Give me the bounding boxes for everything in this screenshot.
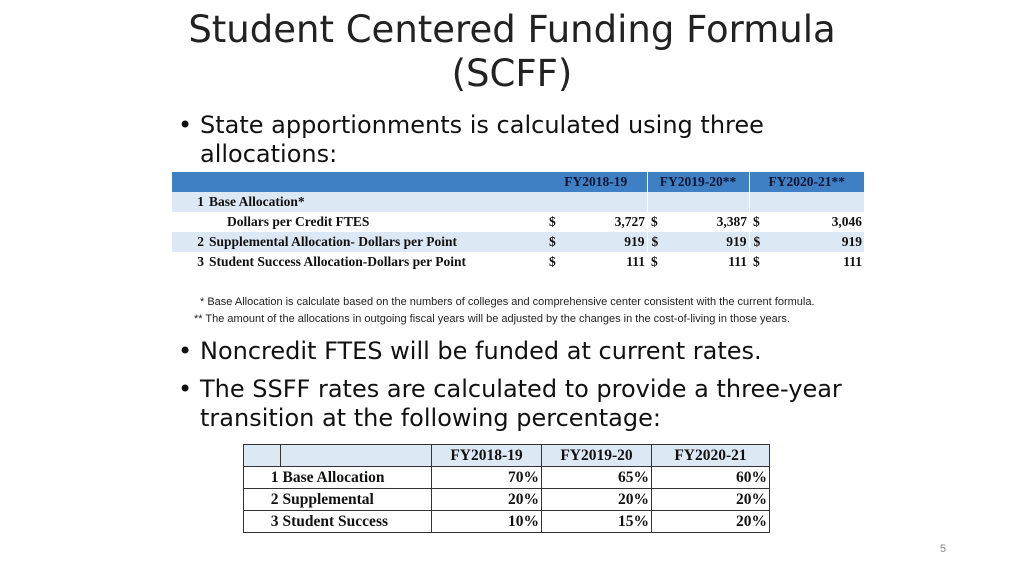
footnote-marker: **: [194, 313, 203, 325]
row-value: 111: [669, 252, 749, 272]
row-value: 70%: [432, 467, 542, 489]
bullet-state-apportionments: [178, 111, 764, 169]
bullet-dot-icon: •: [178, 337, 193, 365]
dollar-sign: [749, 192, 771, 212]
row-index: 3: [172, 252, 205, 272]
title-line-2: (SCFF): [451, 52, 573, 95]
bullet-text-line-1: The SSFF rates are calculated to provide a three-year: [200, 375, 842, 403]
row-value: 65%: [542, 467, 652, 489]
allocations-table-header-row: [172, 172, 864, 192]
title-line-1: Student Centered Funding Formula: [188, 8, 836, 51]
header-fy2020-21: FY2020-21**: [749, 172, 864, 192]
row-index: 3: [244, 511, 281, 533]
transition-percentage-table: [243, 444, 770, 533]
row-label: Supplemental: [281, 489, 432, 511]
row-value: 3,046: [771, 212, 864, 232]
row-label: Student Success Allocation-Dollars per Point: [205, 252, 545, 272]
header-fy2020-21: FY2020-21: [652, 445, 770, 467]
header-fy2018-19: FY2018-19: [432, 445, 542, 467]
table-row: [244, 511, 770, 533]
row-value: 3,727: [567, 212, 647, 232]
row-value: 919: [669, 232, 749, 252]
table-row: [172, 192, 864, 212]
dollar-sign: [647, 192, 669, 212]
row-value: 20%: [542, 489, 652, 511]
dollar-sign: $: [545, 212, 567, 232]
row-value: [669, 192, 749, 212]
bullet-text-line-1: State apportionments is calculated using three: [200, 111, 764, 139]
row-label: Dollars per Credit FTES: [205, 212, 545, 232]
footnote-base-allocation: [200, 296, 815, 308]
header-fy2019-20: FY2019-20**: [647, 172, 749, 192]
page-number: 5: [939, 543, 946, 555]
header-fy2019-20: FY2019-20: [542, 445, 652, 467]
dollar-sign: $: [749, 252, 771, 272]
row-value: 919: [771, 232, 864, 252]
header-blank-cell: [244, 445, 281, 467]
row-value: 20%: [432, 489, 542, 511]
dollar-sign: $: [647, 212, 669, 232]
table-row: [244, 467, 770, 489]
row-index: 2: [244, 489, 281, 511]
row-value: [567, 192, 647, 212]
bullet-text-line-2: transition at the following percentage:: [200, 404, 661, 432]
dollar-sign: $: [545, 232, 567, 252]
footnote-cost-of-living: [194, 313, 790, 325]
row-index: [172, 212, 205, 232]
row-index: 1: [244, 467, 281, 489]
bullet-dot-icon: •: [178, 375, 193, 403]
row-value: 10%: [432, 511, 542, 533]
slide-title: [0, 8, 1024, 96]
row-value: 60%: [652, 467, 770, 489]
bullet-text: Noncredit FTES will be funded at current rates.: [200, 337, 762, 365]
row-value: 20%: [652, 489, 770, 511]
bullet-text-line-2: allocations:: [200, 140, 338, 168]
dollar-sign: $: [749, 232, 771, 252]
row-value: 15%: [542, 511, 652, 533]
row-label: Base Allocation*: [205, 192, 545, 212]
header-blank-cell: [281, 445, 432, 467]
footnote-marker: *: [200, 296, 205, 308]
dollar-sign: $: [749, 212, 771, 232]
dollar-sign: $: [545, 252, 567, 272]
header-blank-cell: [172, 172, 545, 192]
row-label: Supplemental Allocation- Dollars per Point: [205, 232, 545, 252]
bullet-dot-icon: •: [178, 111, 193, 139]
table-row: [172, 212, 864, 232]
row-value: 919: [567, 232, 647, 252]
row-value: 20%: [652, 511, 770, 533]
row-value: [771, 192, 864, 212]
row-label: Student Success: [281, 511, 432, 533]
footnote-text: The amount of the allocations in outgoing fiscal years will be adjusted by the changes in the cost-of-living in those years.: [205, 313, 790, 325]
row-index: 1: [172, 192, 205, 212]
transition-table-header-row: [244, 445, 770, 467]
dollar-sign: $: [647, 252, 669, 272]
row-value: 111: [567, 252, 647, 272]
table-row: [172, 232, 864, 252]
table-row: [244, 489, 770, 511]
allocations-table: [172, 172, 864, 272]
row-label: Base Allocation: [281, 467, 432, 489]
row-value: 3,387: [669, 212, 749, 232]
dollar-sign: $: [647, 232, 669, 252]
bullet-ssff-rates: [178, 375, 842, 433]
dollar-sign: [545, 192, 567, 212]
table-row: [172, 252, 864, 272]
row-value: 111: [771, 252, 864, 272]
header-fy2018-19: FY2018-19: [545, 172, 647, 192]
footnote-text: Base Allocation is calculate based on the numbers of colleges and comprehensive center consistent with the current formula.: [207, 296, 815, 308]
bullet-noncredit-ftes: [178, 337, 762, 366]
row-index: 2: [172, 232, 205, 252]
